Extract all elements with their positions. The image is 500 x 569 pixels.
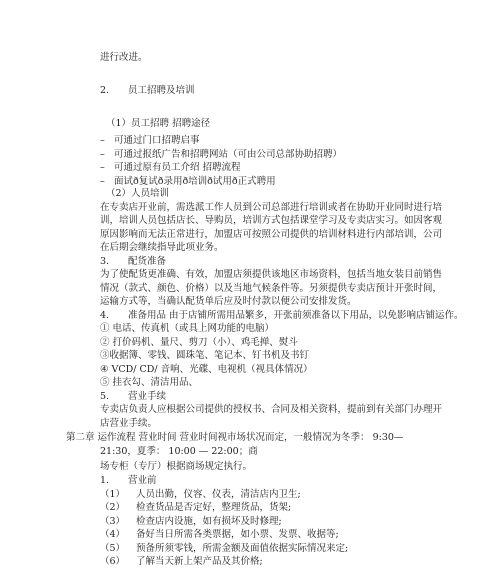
item-text: 检查货品是否定好，整理货品，货架; <box>136 502 292 514</box>
subsection-heading: （2）人员培训 <box>106 188 170 200</box>
item-text: 检查店内设施，如有损坏及时修理; <box>136 515 282 527</box>
paragraph-line: 在专卖店开业前，需选派工作人员到公司总部进行培训或者在协助开业同时进行培 <box>100 201 443 213</box>
list-item: ⑤ 挂衣勾、清洁用品、 <box>100 377 199 389</box>
list-item: – 面试ð复试ð录用ð培训ð试用ð正式聘用 <box>100 175 276 187</box>
item-label: （3） <box>100 515 126 527</box>
dash-bullet-icon: – <box>100 148 105 160</box>
paragraph-line: 为了使配货更准确、有效，加盟店须提供该地区市场资料，包括当地女装目前销售 <box>100 269 443 281</box>
dash-bullet-icon: – <box>100 135 105 146</box>
subsection-heading: （1）员工招聘 招聘途径 <box>106 117 211 129</box>
paragraph-line: 在后期会继续指导此项业务。 <box>100 242 224 254</box>
list-item: – 可通过原有员工介绍 招聘流程 <box>100 162 241 173</box>
dash-bullet-icon: – <box>100 175 105 187</box>
item-label: （2） <box>100 502 126 514</box>
section-number: 2. <box>100 84 110 96</box>
paragraph-line: 专卖店负责人应根据公司提供的授权书、合同及相关资料，提前到有关部门办理开 <box>100 404 443 416</box>
list-item: ② 打价码机、量尺、剪刀（小）、鸡毛掸、熨斗 <box>100 336 298 348</box>
list-item: ④ VCD/ CD/ 音响、光碟、电视机（视具体情况） <box>100 363 313 375</box>
section-heading: 营业手续 <box>128 390 167 402</box>
section-number: 3. <box>100 255 110 267</box>
item-label: （1） <box>100 488 126 500</box>
section-number: 5. <box>100 390 110 402</box>
item-text: 预备所须零钱，所需金额及面值依据实际情况来定; <box>136 542 349 554</box>
paragraph-line: 21:30，夏季： 10:00 — 22:00；商 <box>100 446 258 458</box>
dash-bullet-icon: – <box>100 162 105 173</box>
item-text: 人员出勤，仪容、仪表，清洁店内卫生; <box>136 488 301 500</box>
section-heading: 配货准备 <box>128 255 167 267</box>
list-item: ③收据簿、零钱、圆珠笔、笔记本、钉书机及书钉 <box>100 350 310 362</box>
section-heading: 员工招聘及培训 <box>128 84 195 96</box>
paragraph-line: 场专柜（专厅）根据商场规定执行。 <box>100 460 253 472</box>
list-item: ① 电话、传真机（或具上网功能的电脑） <box>100 323 275 335</box>
item-label: （6） <box>100 556 126 568</box>
paragraph-line: 训，培训人员包括店长、导购员，培训方式包括课堂学习及专卖店实习。如因客观 <box>100 215 443 227</box>
item-label: （5） <box>100 542 126 554</box>
section-number: 4. <box>100 309 110 321</box>
paragraph-line: 店营业手续。 <box>100 417 158 429</box>
section-heading: 准备用品 由于店铺所需用品繁多，开张前须准备以下用品，以免影响店铺运作。 <box>128 309 464 321</box>
section-number: 1. <box>100 475 110 487</box>
chapter-heading: 第二章 运作流程 营业时间 营业时间视市场状况而定，一般情况为冬季： 9:30— <box>66 432 404 443</box>
item-label: （4） <box>100 529 126 541</box>
paragraph-line: 进行改进。 <box>100 52 148 64</box>
paragraph-line: 情况（款式、颜色、价格）以及当地气候条件等。另须提供专卖店预计开张时间， <box>100 282 443 294</box>
item-text: 了解当天新上架产品及其价格; <box>136 556 263 568</box>
paragraph-line: 运输方式等，当确认配货单后应及时付款以便公司安排发货。 <box>100 296 357 308</box>
item-text: 备好当日所需各类票据，如小票、发票、收据等; <box>136 529 339 541</box>
list-item: – 可通过报纸广告和招聘网站（可由公司总部协助招聘） <box>100 148 343 160</box>
list-item: – 可通过门口招聘启事 <box>100 135 200 146</box>
section-heading: 营业前 <box>128 475 157 487</box>
paragraph-line: 原因影响而无法正常进行，加盟店可按照公司提供的培训材料进行内部培训，公司 <box>100 228 443 240</box>
